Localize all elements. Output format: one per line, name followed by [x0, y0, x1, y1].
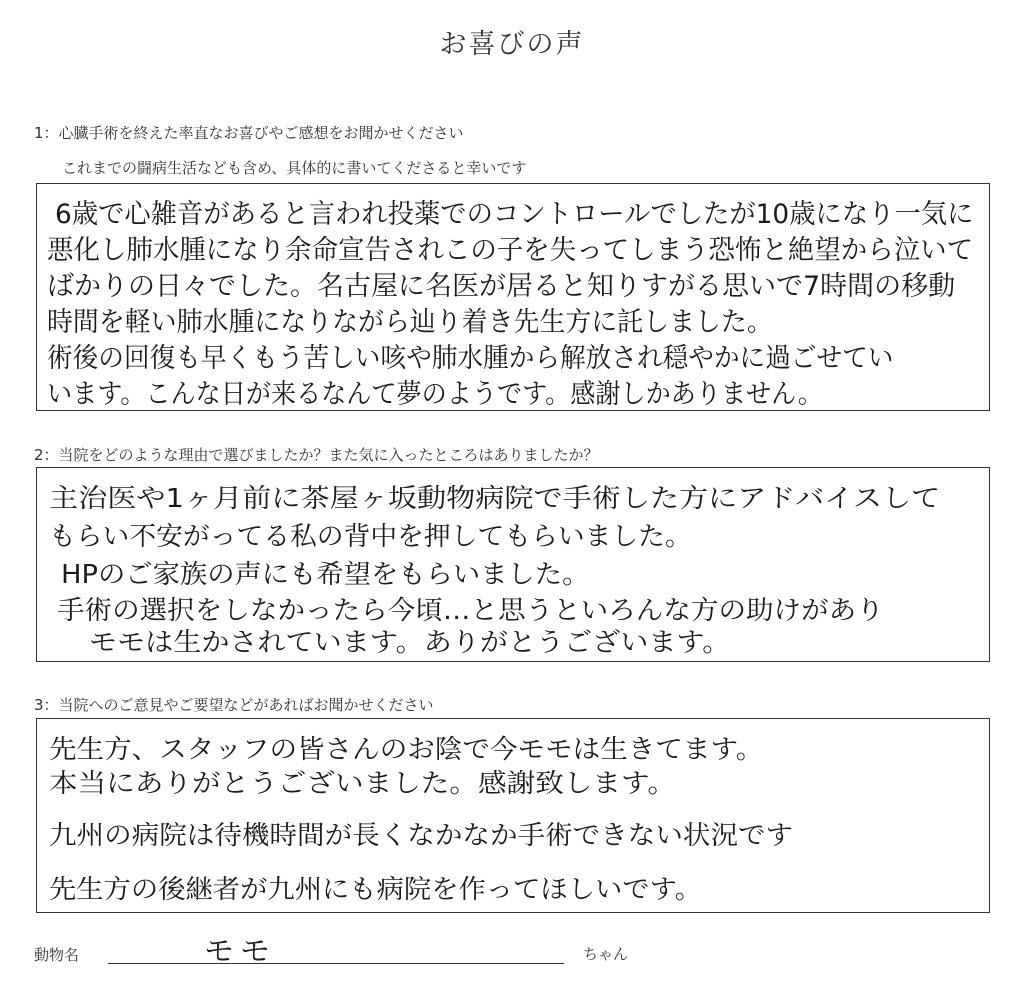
- answer-3-line: 本当にありがとうございました。感謝致します。: [49, 769, 676, 799]
- answer-1-line: 術後の回復も早くもう苦しい咳や肺水腫から解放され穏やかに過ごせてい: [47, 343, 894, 374]
- answer-box-3: [36, 718, 990, 913]
- pet-name-suffix: ちゃん: [583, 945, 629, 963]
- pet-name-underline: [108, 963, 564, 964]
- answer-2-line: HPのご家族の声にも希望をもらいました。: [61, 560, 590, 590]
- answer-3-line: 先生方の後継者が九州にも病院を作ってほしいです。: [49, 875, 703, 905]
- answer-1-line: 時間を軽い肺水腫になりながら辿り着き先生方に託しました。: [47, 307, 773, 338]
- question-2-label: 2：当院をどのような理由で選びましたか？また気に入ったところはありましたか？: [34, 446, 599, 464]
- pet-name-label: 動物名: [34, 946, 80, 964]
- answer-box-1: [36, 183, 990, 411]
- answer-1-line: います。こんな日が来るなんて夢のようです。感謝しかありません。: [47, 379, 823, 410]
- answer-1-line: ばかりの日々でした。名古屋に名医が居ると知りすがる思いで7時間の移動: [47, 271, 956, 302]
- answer-2-line: 手術の選択をしなかったら今頃…と思うといろんな方の助けがあり: [57, 596, 884, 626]
- answer-1-line: 悪化し肺水腫になり余命宣告されこの子を失ってしまう恐怖と絶望から泣いて: [47, 235, 974, 266]
- question-1-label: 1：心臓手術を終えた率直なお喜びやご感想をお聞かせください: [34, 124, 464, 142]
- answer-box-2: [36, 467, 990, 662]
- page-title: お喜びの声: [439, 29, 585, 60]
- answer-2-line: モモは生かされています。ありがとうございます。: [89, 628, 731, 658]
- answer-3-line: 先生方、スタッフの皆さんのお陰で今モモは生きてます。: [49, 735, 764, 765]
- question-3-label: 3：当院へのご意見やご要望などがあればお聞かせください: [34, 696, 434, 714]
- pet-name-value: モモ: [204, 934, 276, 969]
- answer-2-line: もらい不安がってる私の背中を押してもらいました。: [49, 522, 692, 552]
- answer-1-line: 6歳で心雑音があると言われ投薬でのコントロールでしたが10歳になり一気に: [55, 199, 974, 230]
- answer-2-line: 主治医や1ヶ月前に茶屋ヶ坂動物病院で手術した方にアドバイスして: [49, 484, 941, 514]
- answer-3-line: 九州の病院は待機時間が長くなかなか手術できない状況です: [49, 821, 794, 851]
- question-1-subtext: これまでの闘病生活なども含め、具体的に書いてくださると幸いです: [62, 159, 527, 177]
